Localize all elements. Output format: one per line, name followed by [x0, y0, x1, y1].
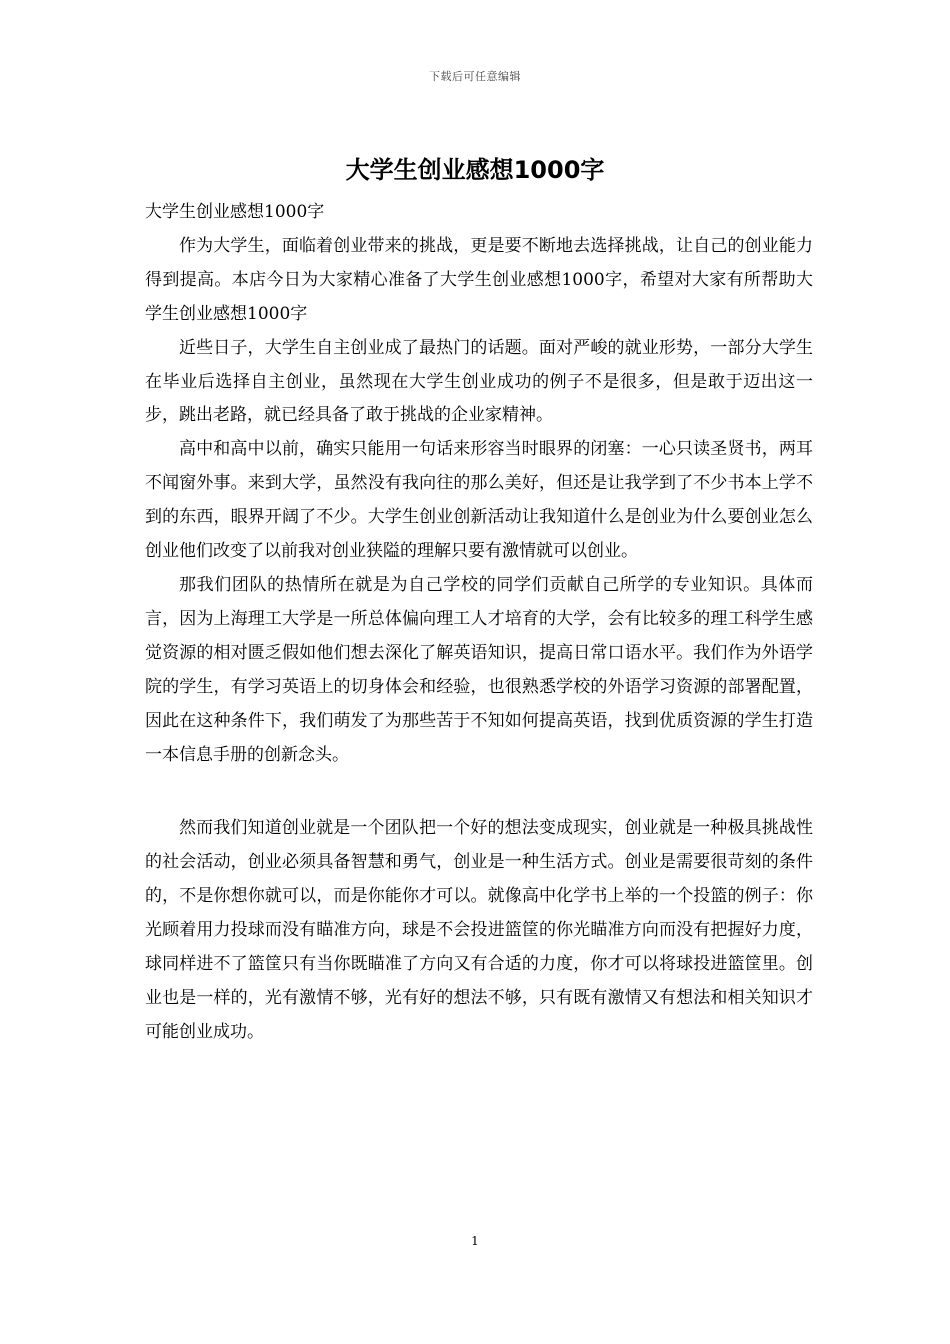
document-subtitle: 大学生创业感想1000字 [145, 202, 325, 222]
header-note: 下载后可任意编辑 [429, 70, 521, 83]
document-title: 大学生创业感想1000字 [345, 156, 605, 184]
page-number: 1 [471, 1234, 479, 1248]
paragraph-entrepreneurship-topic: 近些日子，大学生自主创业成了最热门的话题。面对严峻的就业形势，一部分大学生在毕业后选择自主创业，虽然现在大学生创业成功的例子不是很多，但是敢于迈出这一步，跳出老路，就已经具备了敢于挑战的企业家精神。 [145, 337, 813, 426]
paragraph-high-school: 高中和高中以前，确实只能用一句话来形容当时眼界的闭塞：一心只读圣贤书，两耳不闻窗外事。来到大学，虽然没有我向往的那么美好，但还是让我学到了不少书本上学不到的东西，眼界开阔了不少。大学生创业创新活动让我知道什么是创业为什么要创业怎么创业他们改变了以前我对创业狭隘的理解只要有激情就可以创业。 [145, 439, 813, 562]
paragraph-intro: 作为大学生，面临着创业带来的挑战，更是要不断地去选择挑战，让自己的创业能力得到提高。本店今日为大家精心准备了大学生创业感想1000字，希望对大家有所帮助大学生创业感想1000字 [145, 235, 813, 324]
paragraph-team-passion: 那我们团队的热情所在就是为自己学校的同学们贡献自己所学的专业知识。具体而言，因为上海理工大学是一所总体偏向理工人才培育的大学，会有比较多的理工科学生感觉资源的相对匮乏假如他们想去深化了解英语知识，提高日常口语水平。我们作为外语学院的学生，有学习英语上的切身体会和经验，也很熟悉学校的外语学习资源的部署配置，因此在这种条件下，我们萌发了为那些苦于不知如何提高英语，找到优质资源的学生打造一本信息手册的创新念头。 [145, 574, 813, 765]
paragraph-conclusion: 然而我们知道创业就是一个团队把一个好的想法变成现实，创业就是一种极具挑战性的社会活动，创业必须具备智慧和勇气，创业是一种生活方式。创业是需要很苛刻的条件的，不是你想你就可以，而是你能你才可以。就像高中化学书上举的一个投篮的例子：你光顾着用力投球而没有瞄准方向，球是不会投进篮筐的你光瞄准方向而没有把握好力度，球同样进不了篮筐只有当你既瞄准了方向又有合适的力度，你才可以将球投进篮筐里。创业也是一样的，光有激情不够，光有好的想法不够，只有既有激情又有想法和相关知识才可能创业成功。 [145, 818, 813, 1042]
paragraph-spacer [145, 772, 813, 812]
document-body [145, 196, 813, 1050]
